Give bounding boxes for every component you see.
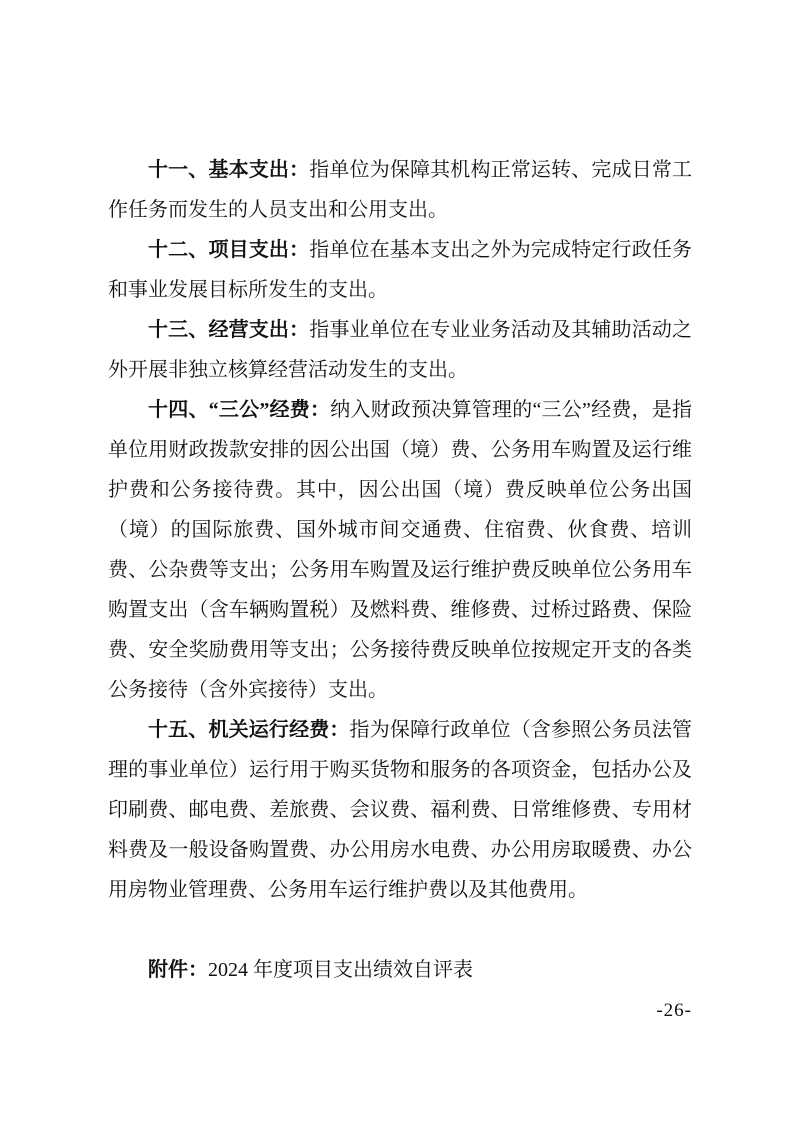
paragraph-11-heading: 十一、基本支出： — [148, 159, 310, 181]
paragraph-14-text: 纳入财政预决算管理的“三公”经费，是指单位用财政拨款安排的因公出国（境）费、公务用车购置及运行维护费和公务接待费。其中，因公出国（境）费反映单位公务出国（境）的国际旅费、国外城市间交通费、住宿费、伙食费、培训费、公杂费等支出；公务用车购置及运行维护费反映单位公务用车购置支出（含车辆购置税）及燃料费、维修费、过桥过路费、保险费、安全奖励费用等支出；公务接待费反映单位按规定开支的各类公务接待（含外宾接待）支出。 — [108, 399, 692, 701]
paragraph-13-operating-expenditure — [108, 310, 692, 390]
paragraph-14-three-public-funds — [108, 390, 692, 710]
paragraph-15-agency-operating-funds — [108, 710, 692, 910]
paragraph-12-text: 指单位在基本支出之外为完成特定行政任务和事业发展目标所发生的支出。 — [108, 239, 693, 301]
paragraph-15-text: 指为保障行政单位（含参照公务员法管理的事业单位）运行用于购买货物和服务的各项资金，包括办公及印刷费、邮电费、差旅费、会议费、福利费、日常维修费、专用材料费及一般设备购置费、办公用房水电费、办公用房取暖费、办公用房物业管理费、公务用车运行维护费以及其他费用。 — [108, 719, 693, 901]
document-body — [108, 150, 692, 1026]
attachment-note — [108, 950, 692, 990]
paragraph-12-heading: 十二、项目支出： — [148, 239, 310, 261]
attachment-label: 附件： — [148, 959, 208, 981]
paragraph-13-heading: 十三、经营支出： — [148, 319, 310, 341]
page-number: -26- — [656, 1000, 692, 1021]
paragraph-11-basic-expenditure — [108, 150, 692, 230]
paragraph-13-text: 指事业单位在专业业务活动及其辅助活动之外开展非独立核算经营活动发生的支出。 — [108, 319, 693, 381]
attachment-title: 2024 年度项目支出绩效自评表 — [208, 959, 473, 981]
paragraph-15-heading: 十五、机关运行经费： — [148, 719, 350, 741]
paragraph-14-heading: 十四、“三公”经费： — [148, 399, 331, 421]
paragraph-11-text: 指单位为保障其机构正常运转、完成日常工作任务而发生的人员支出和公用支出。 — [108, 159, 693, 221]
paragraph-12-project-expenditure — [108, 230, 692, 310]
